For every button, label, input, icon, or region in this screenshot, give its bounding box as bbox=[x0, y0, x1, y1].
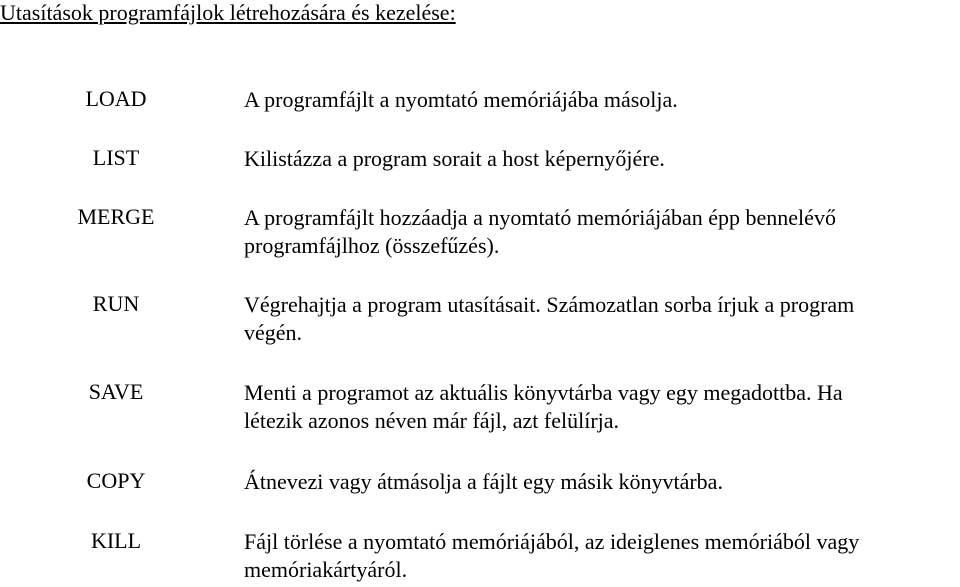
description-line: Végrehajtja a program utasításait. Számozatlan sorba írjuk a program bbox=[244, 292, 855, 317]
description-line: A programfájlt hozzáadja a nyomtató memóriájában épp bennelévő bbox=[244, 205, 836, 230]
command-load-description bbox=[244, 86, 956, 114]
command-kill-description bbox=[244, 528, 956, 584]
command-kill: KILL bbox=[90, 528, 142, 553]
description-line: Átnevezi vagy átmásolja a fájlt egy másik könyvtárba. bbox=[244, 469, 723, 494]
description-line: létezik azonos néven már fájl, azt felülírja. bbox=[244, 408, 620, 433]
command-list: LIST bbox=[92, 145, 140, 170]
command-list-description bbox=[244, 145, 956, 173]
command-copy: COPY bbox=[86, 468, 146, 493]
description-line: programfájlhoz (összefűzés). bbox=[244, 233, 500, 258]
command-copy-description bbox=[244, 468, 956, 496]
description-line: Kilistázza a program sorait a host képernyőjére. bbox=[244, 146, 665, 171]
command-run-description bbox=[244, 291, 956, 347]
description-line: Menti a programot az aktuális könyvtárba vagy egy megadottba. Ha bbox=[244, 380, 843, 405]
description-line: memóriakártyáról. bbox=[244, 557, 408, 582]
description-line: Fájl törlése a nyomtató memóriájából, az ideiglenes memóriából vagy bbox=[244, 529, 860, 554]
description-line: A programfájlt a nyomtató memóriájába másolja. bbox=[244, 87, 678, 112]
page-title: Utasítások programfájlok létrehozására és kezelése: bbox=[0, 0, 456, 25]
description-line: végén. bbox=[244, 320, 303, 345]
command-save-description bbox=[244, 379, 956, 435]
command-merge-description bbox=[244, 204, 956, 260]
command-save: SAVE bbox=[88, 379, 144, 404]
command-merge: MERGE bbox=[77, 204, 155, 229]
command-run: RUN bbox=[92, 291, 140, 316]
command-load: LOAD bbox=[85, 86, 147, 111]
